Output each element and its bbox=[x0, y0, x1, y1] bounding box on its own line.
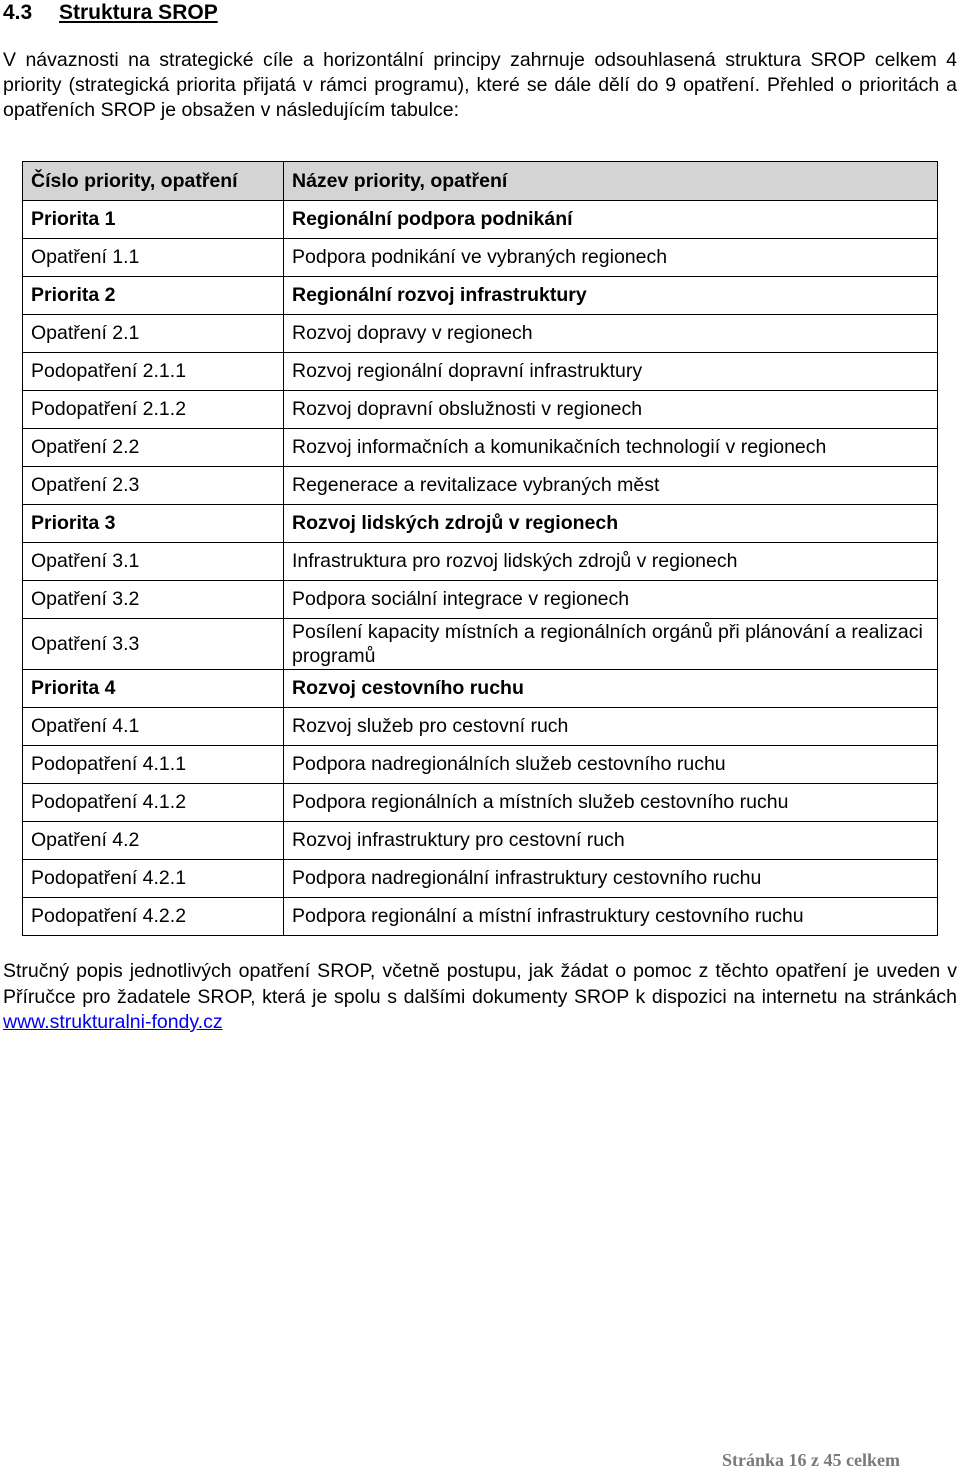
cell-code: Priorita 4 bbox=[23, 670, 284, 708]
cell-name: Rozvoj dopravy v regionech bbox=[284, 315, 938, 353]
cell-name: Podpora regionálních a místních služeb cestovního ruchu bbox=[284, 784, 938, 822]
cell-name: Rozvoj služeb pro cestovní ruch bbox=[284, 708, 938, 746]
cell-name: Infrastruktura pro rozvoj lidských zdrojů v regionech bbox=[284, 543, 938, 581]
structural-funds-link[interactable]: www.strukturalni-fondy.cz bbox=[3, 1011, 223, 1033]
cell-code: Opatření 4.1 bbox=[23, 708, 284, 746]
cell-code: Opatření 3.2 bbox=[23, 581, 284, 619]
closing-text bbox=[3, 959, 957, 1036]
table-row bbox=[23, 708, 938, 746]
cell-name: Rozvoj informačních a komunikačních technologií v regionech bbox=[284, 429, 938, 467]
table-row bbox=[23, 315, 938, 353]
cell-code: Priorita 2 bbox=[23, 277, 284, 315]
table-row bbox=[23, 353, 938, 391]
cell-name: Rozvoj lidských zdrojů v regionech bbox=[284, 505, 938, 543]
table-row-priority bbox=[23, 277, 938, 315]
section-heading bbox=[3, 0, 218, 26]
table-row bbox=[23, 239, 938, 277]
cell-code: Podopatření 2.1.2 bbox=[23, 391, 284, 429]
table-row-priority bbox=[23, 201, 938, 239]
cell-code: Opatření 2.1 bbox=[23, 315, 284, 353]
cell-code: Priorita 3 bbox=[23, 505, 284, 543]
table-row bbox=[23, 391, 938, 429]
header-code: Číslo priority, opatření bbox=[23, 162, 284, 201]
cell-name: Podpora podnikání ve vybraných regionech bbox=[284, 239, 938, 277]
header-name: Název priority, opatření bbox=[284, 162, 938, 201]
cell-code: Priorita 1 bbox=[23, 201, 284, 239]
section-title: Struktura SROP bbox=[59, 1, 218, 24]
section-number: 4.3 bbox=[3, 1, 33, 24]
cell-name: Posílení kapacity místních a regionálních orgánů při plánování a realizaci programů bbox=[284, 619, 938, 670]
cell-name: Podpora nadregionálních služeb cestovního ruchu bbox=[284, 746, 938, 784]
cell-code: Opatření 3.3 bbox=[23, 619, 284, 670]
cell-code: Opatření 3.1 bbox=[23, 543, 284, 581]
table-row bbox=[23, 581, 938, 619]
cell-code: Podopatření 4.2.2 bbox=[23, 898, 284, 936]
table-row bbox=[23, 898, 938, 936]
cell-name: Rozvoj regionální dopravní infrastruktury bbox=[284, 353, 938, 391]
cell-code: Podopatření 4.2.1 bbox=[23, 860, 284, 898]
cell-name: Podpora regionální a místní infrastruktury cestovního ruchu bbox=[284, 898, 938, 936]
table-row bbox=[23, 784, 938, 822]
cell-name: Podpora nadregionální infrastruktury cestovního ruchu bbox=[284, 860, 938, 898]
table-row bbox=[23, 746, 938, 784]
intro-paragraph bbox=[3, 48, 957, 123]
table-row bbox=[23, 429, 938, 467]
table-row-priority bbox=[23, 505, 938, 543]
cell-code: Podopatření 4.1.2 bbox=[23, 784, 284, 822]
table-row bbox=[23, 860, 938, 898]
cell-code: Opatření 2.2 bbox=[23, 429, 284, 467]
intro-text: V návaznosti na strategické cíle a horizontální principy zahrnuje odsouhlasená struktura SROP celkem 4 priority (strategická priorita přijatá v rámci programu), které se dále dělí do 9 opatření. Přehled o prioritách a opatřeních SROP je obsažen v následujícím tabulce: bbox=[3, 49, 957, 121]
table-row bbox=[23, 619, 938, 670]
cell-code: Podopatření 2.1.1 bbox=[23, 353, 284, 391]
page-footer: Stránka 16 z 45 celkem bbox=[722, 1450, 900, 1470]
cell-code: Opatření 2.3 bbox=[23, 467, 284, 505]
table-row bbox=[23, 543, 938, 581]
table-row-priority bbox=[23, 670, 938, 708]
closing-paragraph bbox=[3, 959, 957, 1036]
cell-name: Rozvoj infrastruktury pro cestovní ruch bbox=[284, 822, 938, 860]
cell-code: Opatření 4.2 bbox=[23, 822, 284, 860]
cell-code: Podopatření 4.1.1 bbox=[23, 746, 284, 784]
table-header-row bbox=[23, 162, 938, 201]
closing-text-body: Stručný popis jednotlivých opatření SROP, včetně postupu, jak žádat o pomoc z těchto opatření je uveden v Příručce pro žadatele SROP, která je spolu s dalšími dokumenty SROP k dispozici na internetu na stránkách bbox=[3, 960, 957, 1008]
cell-name: Regenerace a revitalizace vybraných měst bbox=[284, 467, 938, 505]
srop-structure-table bbox=[22, 161, 938, 936]
table-row bbox=[23, 467, 938, 505]
cell-name: Podpora sociální integrace v regionech bbox=[284, 581, 938, 619]
cell-name: Rozvoj cestovního ruchu bbox=[284, 670, 938, 708]
cell-name: Rozvoj dopravní obslužnosti v regionech bbox=[284, 391, 938, 429]
cell-name: Regionální podpora podnikání bbox=[284, 201, 938, 239]
cell-name: Regionální rozvoj infrastruktury bbox=[284, 277, 938, 315]
cell-code: Opatření 1.1 bbox=[23, 239, 284, 277]
table-row bbox=[23, 822, 938, 860]
